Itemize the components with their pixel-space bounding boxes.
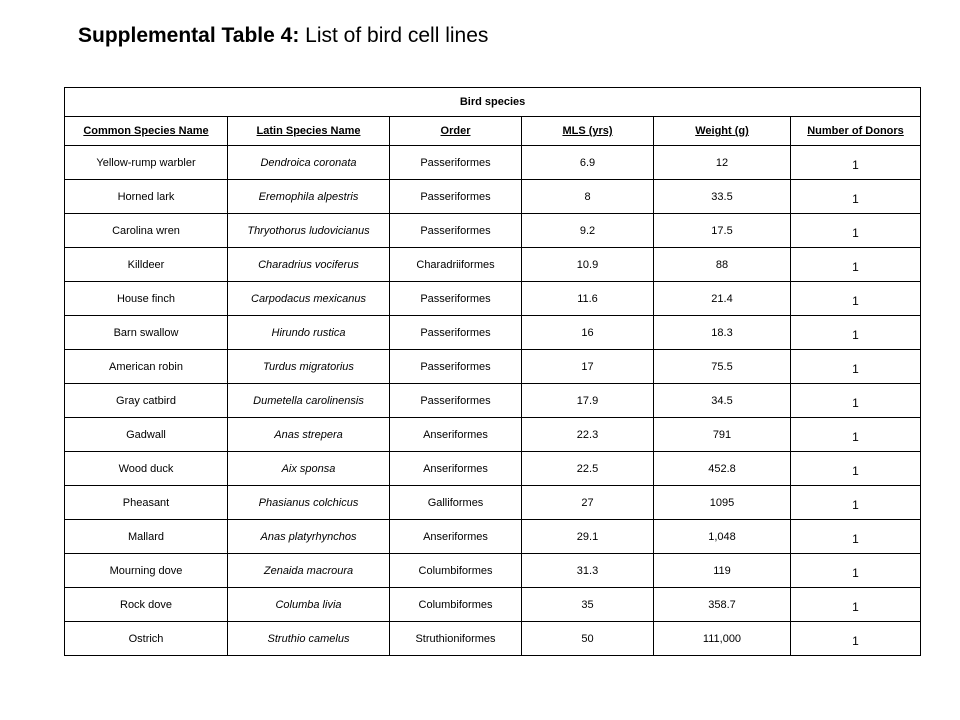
mls-cell: 16 xyxy=(522,316,654,350)
latin-name-cell: Anas platyrhynchos xyxy=(228,520,390,554)
donors-cell: 1 xyxy=(791,588,921,622)
mls-cell: 22.3 xyxy=(522,418,654,452)
order-cell: Anseriformes xyxy=(390,520,522,554)
latin-name-cell: Dendroica coronata xyxy=(228,146,390,180)
common-name-cell: Mourning dove xyxy=(65,554,228,588)
order-cell: Passeriformes xyxy=(390,384,522,418)
order-cell: Passeriformes xyxy=(390,214,522,248)
weight-cell: 791 xyxy=(654,418,791,452)
weight-cell: 111,000 xyxy=(654,622,791,656)
title-rest: List of bird cell lines xyxy=(299,24,489,47)
mls-cell: 35 xyxy=(522,588,654,622)
order-cell: Struthioniformes xyxy=(390,622,522,656)
weight-cell: 75.5 xyxy=(654,350,791,384)
donors-cell: 1 xyxy=(791,316,921,350)
weight-cell: 1,048 xyxy=(654,520,791,554)
table-row xyxy=(65,486,921,520)
mls-cell: 6.9 xyxy=(522,146,654,180)
donors-cell: 1 xyxy=(791,248,921,282)
order-cell: Anseriformes xyxy=(390,418,522,452)
donors-cell: 1 xyxy=(791,384,921,418)
weight-cell: 88 xyxy=(654,248,791,282)
weight-cell: 33.5 xyxy=(654,180,791,214)
donors-cell: 1 xyxy=(791,486,921,520)
donors-cell: 1 xyxy=(791,180,921,214)
title-lead: Supplemental Table 4: xyxy=(78,24,300,47)
mls-cell: 17 xyxy=(522,350,654,384)
order-cell: Galliformes xyxy=(390,486,522,520)
latin-name-cell: Aix sponsa xyxy=(228,452,390,486)
table-row xyxy=(65,180,921,214)
group-header-row xyxy=(65,88,921,117)
table-row xyxy=(65,418,921,452)
weight-cell: 358.7 xyxy=(654,588,791,622)
weight-cell: 18.3 xyxy=(654,316,791,350)
donors-cell: 1 xyxy=(791,350,921,384)
latin-name-cell: Zenaida macroura xyxy=(228,554,390,588)
common-name-cell: Barn swallow xyxy=(65,316,228,350)
donors-cell: 1 xyxy=(791,520,921,554)
latin-name-cell: Carpodacus mexicanus xyxy=(228,282,390,316)
donors-cell: 1 xyxy=(791,214,921,248)
latin-name-cell: Phasianus colchicus xyxy=(228,486,390,520)
order-cell: Passeriformes xyxy=(390,316,522,350)
table-row xyxy=(65,248,921,282)
mls-cell: 22.5 xyxy=(522,452,654,486)
mls-cell: 50 xyxy=(522,622,654,656)
table-row xyxy=(65,384,921,418)
table-row xyxy=(65,146,921,180)
weight-cell: 452.8 xyxy=(654,452,791,486)
donors-cell: 1 xyxy=(791,282,921,316)
mls-cell: 27 xyxy=(522,486,654,520)
column-header-common-name: Common Species Name xyxy=(65,117,228,146)
common-name-cell: Gadwall xyxy=(65,418,228,452)
mls-cell: 31.3 xyxy=(522,554,654,588)
common-name-cell: Ostrich xyxy=(65,622,228,656)
common-name-cell: Pheasant xyxy=(65,486,228,520)
table-row xyxy=(65,214,921,248)
donors-cell: 1 xyxy=(791,622,921,656)
mls-cell: 17.9 xyxy=(522,384,654,418)
latin-name-cell: Anas strepera xyxy=(228,418,390,452)
weight-cell: 17.5 xyxy=(654,214,791,248)
donors-cell: 1 xyxy=(791,452,921,486)
weight-cell: 1095 xyxy=(654,486,791,520)
column-header-weight: Weight (g) xyxy=(654,117,791,146)
common-name-cell: Killdeer xyxy=(65,248,228,282)
table-row xyxy=(65,350,921,384)
donors-cell: 1 xyxy=(791,554,921,588)
table-row xyxy=(65,316,921,350)
common-name-cell: Yellow-rump warbler xyxy=(65,146,228,180)
column-header-order: Order xyxy=(390,117,522,146)
common-name-cell: Mallard xyxy=(65,520,228,554)
latin-name-cell: Thryothorus ludovicianus xyxy=(228,214,390,248)
table-row xyxy=(65,622,921,656)
order-cell: Columbiformes xyxy=(390,588,522,622)
order-cell: Columbiformes xyxy=(390,554,522,588)
mls-cell: 8 xyxy=(522,180,654,214)
common-name-cell: House finch xyxy=(65,282,228,316)
latin-name-cell: Turdus migratorius xyxy=(228,350,390,384)
latin-name-cell: Eremophila alpestris xyxy=(228,180,390,214)
latin-name-cell: Charadrius vociferus xyxy=(228,248,390,282)
table-row xyxy=(65,554,921,588)
weight-cell: 119 xyxy=(654,554,791,588)
table-row xyxy=(65,282,921,316)
donors-cell: 1 xyxy=(791,418,921,452)
mls-cell: 10.9 xyxy=(522,248,654,282)
order-cell: Passeriformes xyxy=(390,350,522,384)
mls-cell: 9.2 xyxy=(522,214,654,248)
group-header-cell: Bird species xyxy=(65,88,921,117)
column-header-donors: Number of Donors xyxy=(791,117,921,146)
common-name-cell: Carolina wren xyxy=(65,214,228,248)
order-cell: Anseriformes xyxy=(390,452,522,486)
common-name-cell: American robin xyxy=(65,350,228,384)
column-header-row xyxy=(65,117,921,146)
order-cell: Passeriformes xyxy=(390,146,522,180)
table-row xyxy=(65,520,921,554)
weight-cell: 12 xyxy=(654,146,791,180)
latin-name-cell: Columba livia xyxy=(228,588,390,622)
weight-cell: 34.5 xyxy=(654,384,791,418)
page-title xyxy=(78,24,488,48)
common-name-cell: Rock dove xyxy=(65,588,228,622)
table-body xyxy=(65,146,921,656)
bird-cell-lines-table xyxy=(64,87,921,656)
order-cell: Passeriformes xyxy=(390,282,522,316)
order-cell: Charadriiformes xyxy=(390,248,522,282)
mls-cell: 11.6 xyxy=(522,282,654,316)
column-header-latin-name: Latin Species Name xyxy=(228,117,390,146)
column-header-mls: MLS (yrs) xyxy=(522,117,654,146)
common-name-cell: Gray catbird xyxy=(65,384,228,418)
common-name-cell: Horned lark xyxy=(65,180,228,214)
mls-cell: 29.1 xyxy=(522,520,654,554)
table-row xyxy=(65,452,921,486)
table-row xyxy=(65,588,921,622)
donors-cell: 1 xyxy=(791,146,921,180)
latin-name-cell: Struthio camelus xyxy=(228,622,390,656)
latin-name-cell: Hirundo rustica xyxy=(228,316,390,350)
common-name-cell: Wood duck xyxy=(65,452,228,486)
latin-name-cell: Dumetella carolinensis xyxy=(228,384,390,418)
weight-cell: 21.4 xyxy=(654,282,791,316)
order-cell: Passeriformes xyxy=(390,180,522,214)
